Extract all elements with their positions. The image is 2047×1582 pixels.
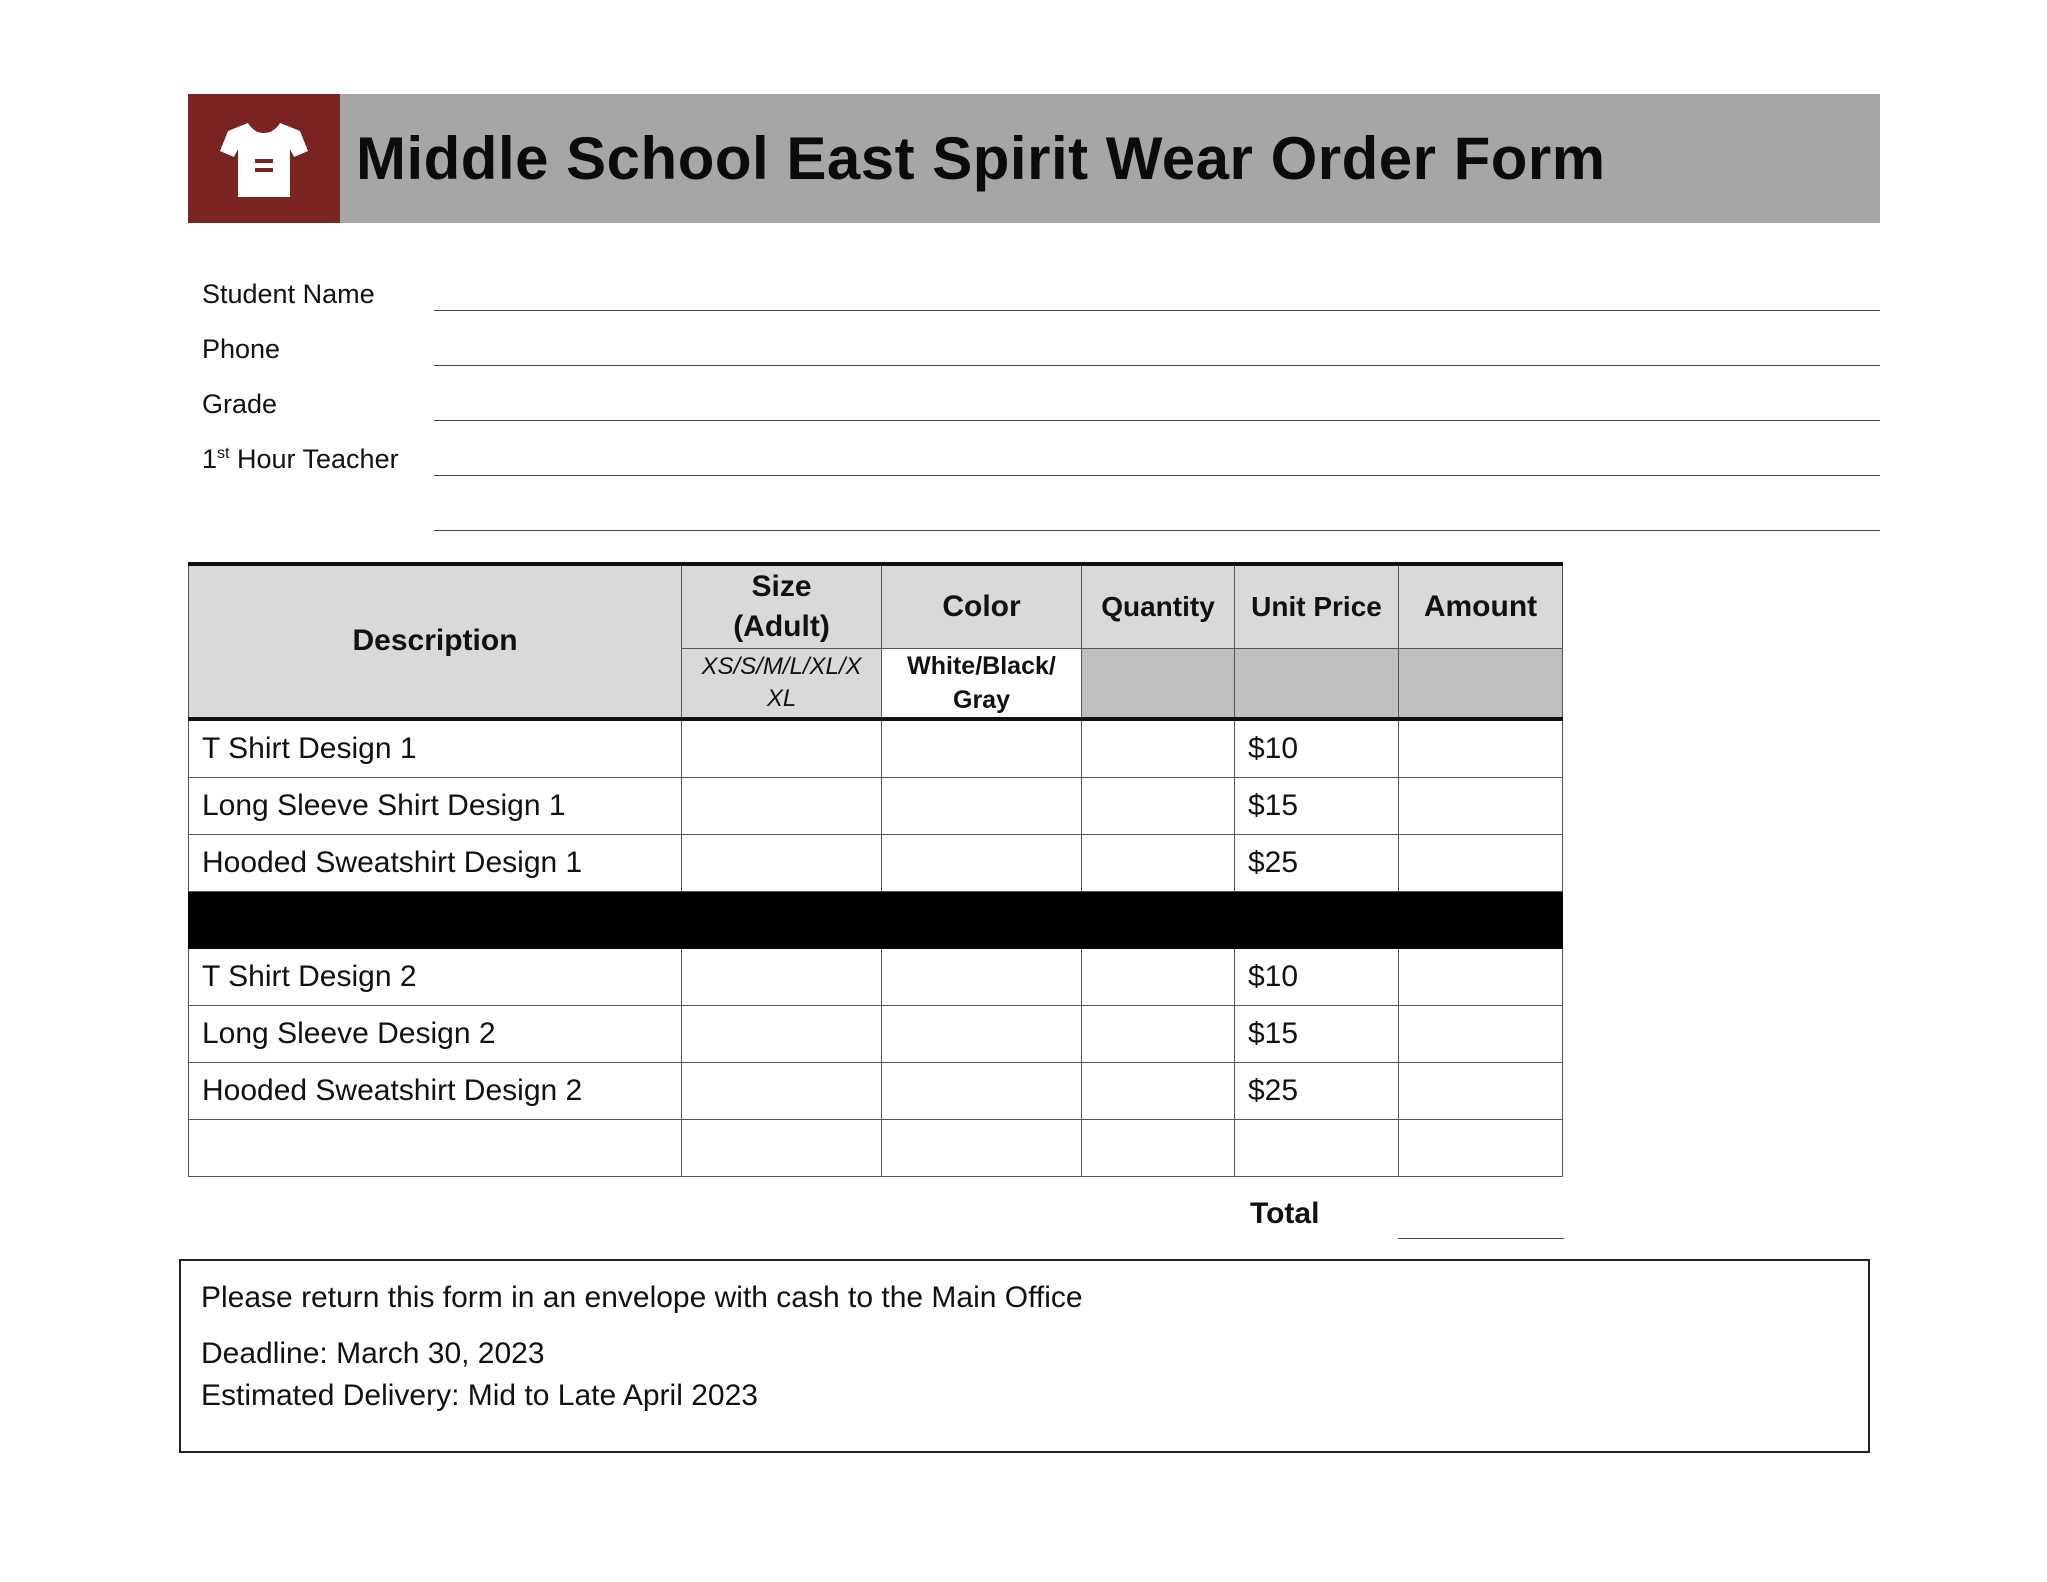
color-cell[interactable] [882,1062,1082,1119]
quantity-cell[interactable] [1082,1005,1235,1062]
logo [188,94,340,223]
row-description: Hooded Sweatshirt Design 2 [189,1062,682,1119]
order-table [188,562,1563,1177]
grade-label: Grade [202,389,278,419]
color-cell[interactable] [882,1005,1082,1062]
estimated-delivery: Estimated Delivery: Mid to Late April 2023 [201,1379,758,1412]
row-description: Long Sleeve Shirt Design 1 [189,777,682,834]
notice-box [179,1259,1870,1453]
row-unit-price: $10 [1235,719,1399,778]
row-description: Long Sleeve Design 2 [189,1005,682,1062]
separator-cell [1399,891,1563,948]
separator-cell [882,891,1082,948]
return-instructions: Please return this form in an envelope with cash to the Main Office [201,1281,1083,1314]
quantity-cell[interactable] [1082,1062,1235,1119]
amount-cell[interactable] [1399,719,1563,778]
separator-cell [1235,891,1399,948]
row-description: T Shirt Design 2 [189,948,682,1005]
teacher-label-sup: st [217,445,230,462]
size-cell[interactable] [682,1005,882,1062]
size-cell[interactable] [682,834,882,891]
row-unit-price: $15 [1235,777,1399,834]
row-unit-price [1235,1119,1399,1176]
table-row [189,1005,1563,1062]
color-cell[interactable] [882,1119,1082,1176]
size-cell[interactable] [682,948,882,1005]
quantity-cell[interactable] [1082,1119,1235,1176]
teacher-label-suffix: Hour Teacher [229,444,399,474]
amount-cell[interactable] [1399,1005,1563,1062]
deadline: Deadline: March 30, 2023 [201,1337,545,1370]
amount-cell[interactable] [1399,777,1563,834]
student-name-field[interactable] [434,310,1880,311]
amount-cell[interactable] [1399,1062,1563,1119]
phone-field[interactable] [434,365,1880,366]
amount-cell[interactable] [1399,1119,1563,1176]
total-field[interactable] [1398,1238,1564,1239]
quantity-subheader [1082,648,1235,719]
header-quantity: Quantity [1082,564,1235,648]
tshirt-icon [218,119,310,199]
row-description[interactable] [189,1119,682,1176]
page-title: Middle School East Spirit Wear Order Form [356,125,1606,192]
table-row [189,777,1563,834]
color-cell[interactable] [882,777,1082,834]
total-label: Total [1250,1197,1320,1230]
teacher-label-prefix: 1 [202,444,218,474]
table-row [189,1062,1563,1119]
row-unit-price: $15 [1235,1005,1399,1062]
extra-field[interactable] [434,530,1880,531]
grade-field[interactable] [434,420,1880,421]
color-cell[interactable] [882,948,1082,1005]
table-row [189,834,1563,891]
size-cell[interactable] [682,1062,882,1119]
header-unit-price: Unit Price [1235,564,1399,648]
quantity-cell[interactable] [1082,777,1235,834]
amount-cell[interactable] [1399,948,1563,1005]
row-description: T Shirt Design 1 [189,719,682,778]
size-options: XS/S/M/L/XL/X XL [682,648,882,719]
color-cell[interactable] [882,834,1082,891]
row-unit-price: $25 [1235,834,1399,891]
size-cell[interactable] [682,1119,882,1176]
separator-cell [682,891,882,948]
teacher-label [202,444,399,475]
phone-label: Phone [202,334,281,364]
table-row [189,1119,1563,1176]
separator-row [189,891,1563,948]
header-size: Size (Adult) [682,564,882,648]
color-cell[interactable] [882,719,1082,778]
row-unit-price: $25 [1235,1062,1399,1119]
quantity-cell[interactable] [1082,948,1235,1005]
header-description: Description [189,564,682,719]
student-name-label: Student Name [202,279,375,309]
size-cell[interactable] [682,719,882,778]
separator-cell [1082,891,1235,948]
header-color: Color [882,564,1082,648]
quantity-cell[interactable] [1082,719,1235,778]
size-cell[interactable] [682,777,882,834]
amount-subheader [1399,648,1563,719]
row-description: Hooded Sweatshirt Design 1 [189,834,682,891]
quantity-cell[interactable] [1082,834,1235,891]
unit-price-subheader [1235,648,1399,719]
separator-cell [189,891,682,948]
amount-cell[interactable] [1399,834,1563,891]
table-row [189,948,1563,1005]
header-banner [188,94,1880,223]
teacher-field[interactable] [434,475,1880,476]
row-unit-price: $10 [1235,948,1399,1005]
table-row [189,719,1563,778]
color-options: White/Black/ Gray [882,648,1082,719]
header-amount: Amount [1399,564,1563,648]
